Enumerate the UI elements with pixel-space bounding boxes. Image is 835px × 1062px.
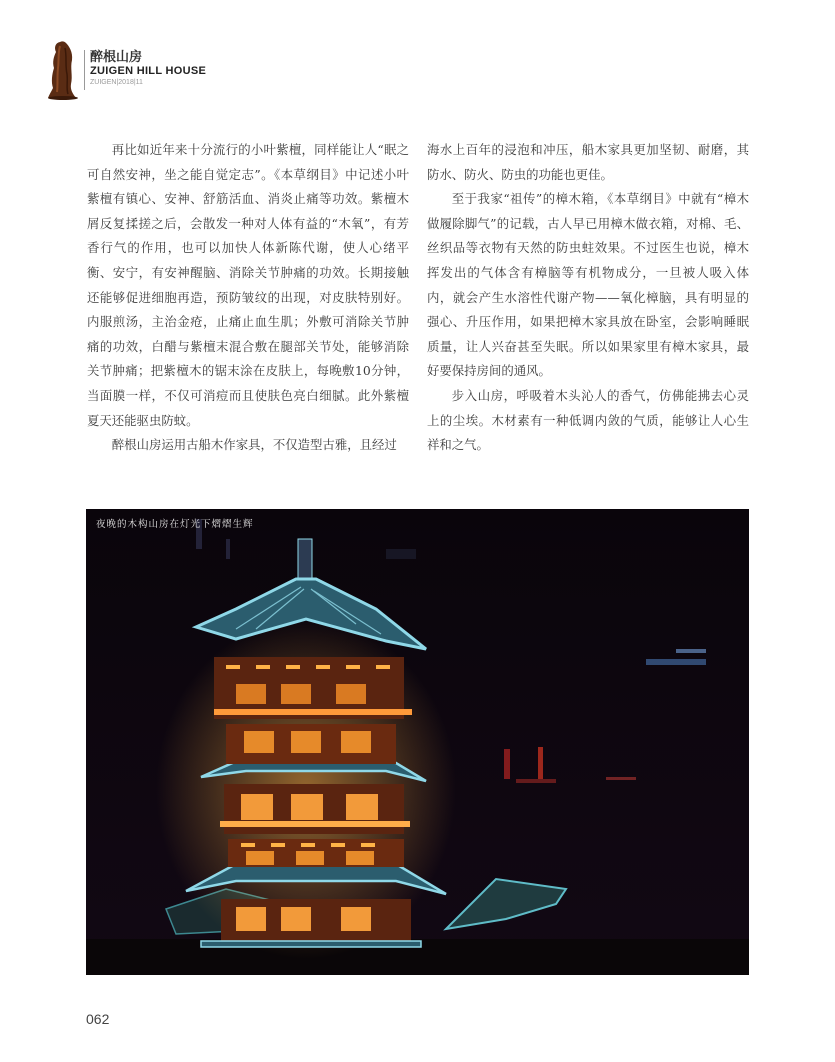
header-divider	[84, 50, 85, 90]
paragraph: 至于我家“祖传”的樟木箱，《本草纲目》中就有“樟木做履除脚气”的记载，古人早已用樟木做衣箱，对棉、毛、丝织品等衣物有天然的防虫蛀效果。不过医生也说，樟木挥发出的气体含有樟脑等有机物成分，一旦被人吸入体内，就会产生水溶性代谢产物——氧化樟脑，具有明显的强心、升压作用，如果把樟木家具放在卧室，会影响睡眠质量，让人兴奋甚至失眠。所以如果家里有樟木家具，最好要保持房间的通风。	[427, 191, 749, 379]
article-column-left	[87, 138, 409, 458]
root-sculpture-logo-icon	[46, 40, 80, 100]
photo-caption: 夜晚的木构山房在灯光下熠熠生辉	[96, 519, 254, 530]
paragraph: 海水上百年的浸泡和冲压，船木家具更加坚韧、耐磨，其防水、防火、防虫的功能也更佳。	[427, 142, 749, 182]
pavilion-illustration	[86, 509, 749, 975]
brand-name-english: ZUIGEN HILL HOUSE	[90, 65, 207, 77]
brand-block	[90, 50, 206, 87]
paragraph: 醉根山房运用古船木作家具，不仅造型古雅，且经过	[111, 437, 397, 453]
paragraph: 再比如近年来十分流行的小叶紫檀，同样能让人“眠之可自然安神，坐之能自觉定志”。《本草纲目》中记述小叶紫檀有镇心、安神、舒筋活血、消炎止痛等功效。紫檀木屑反复揉搓之后，会散发一种对人体有益的“木氧”，有芳香行气的作用，也可以加快人体新陈代谢，使人心绪平衡、安宁，有安神醒脑、消除关节肿痛的功效。长期接触还能够促进细胞再造，预防皱纹的出现，对皮肤特别好。内服煎汤，主治金疮，止痛止血生肌；外敷可消除关节肿痛的功效，白醋与紫檀末混合敷在腿部关节处，能够消除关节肿痛；把紫檀木的锯末涂在皮肤上，每晚敷10分钟，当面膜一样，不仅可消痘而且使肤色亮白细腻。此外紫檀夏天还能驱虫防蚊。	[87, 142, 409, 428]
article-column-right	[427, 138, 749, 458]
issue-label: ZUIGEN|2018|11	[90, 79, 143, 86]
paragraph: 步入山房，呼吸着木头沁人的香气，仿佛能拂去心灵上的尘埃。木材素有一种低调内敛的气质，能够让人心生祥和之气。	[427, 387, 749, 453]
night-pavilion-photo	[86, 509, 749, 975]
page-number: 062	[86, 1011, 110, 1027]
brand-name-chinese: 醉根山房	[90, 50, 143, 65]
